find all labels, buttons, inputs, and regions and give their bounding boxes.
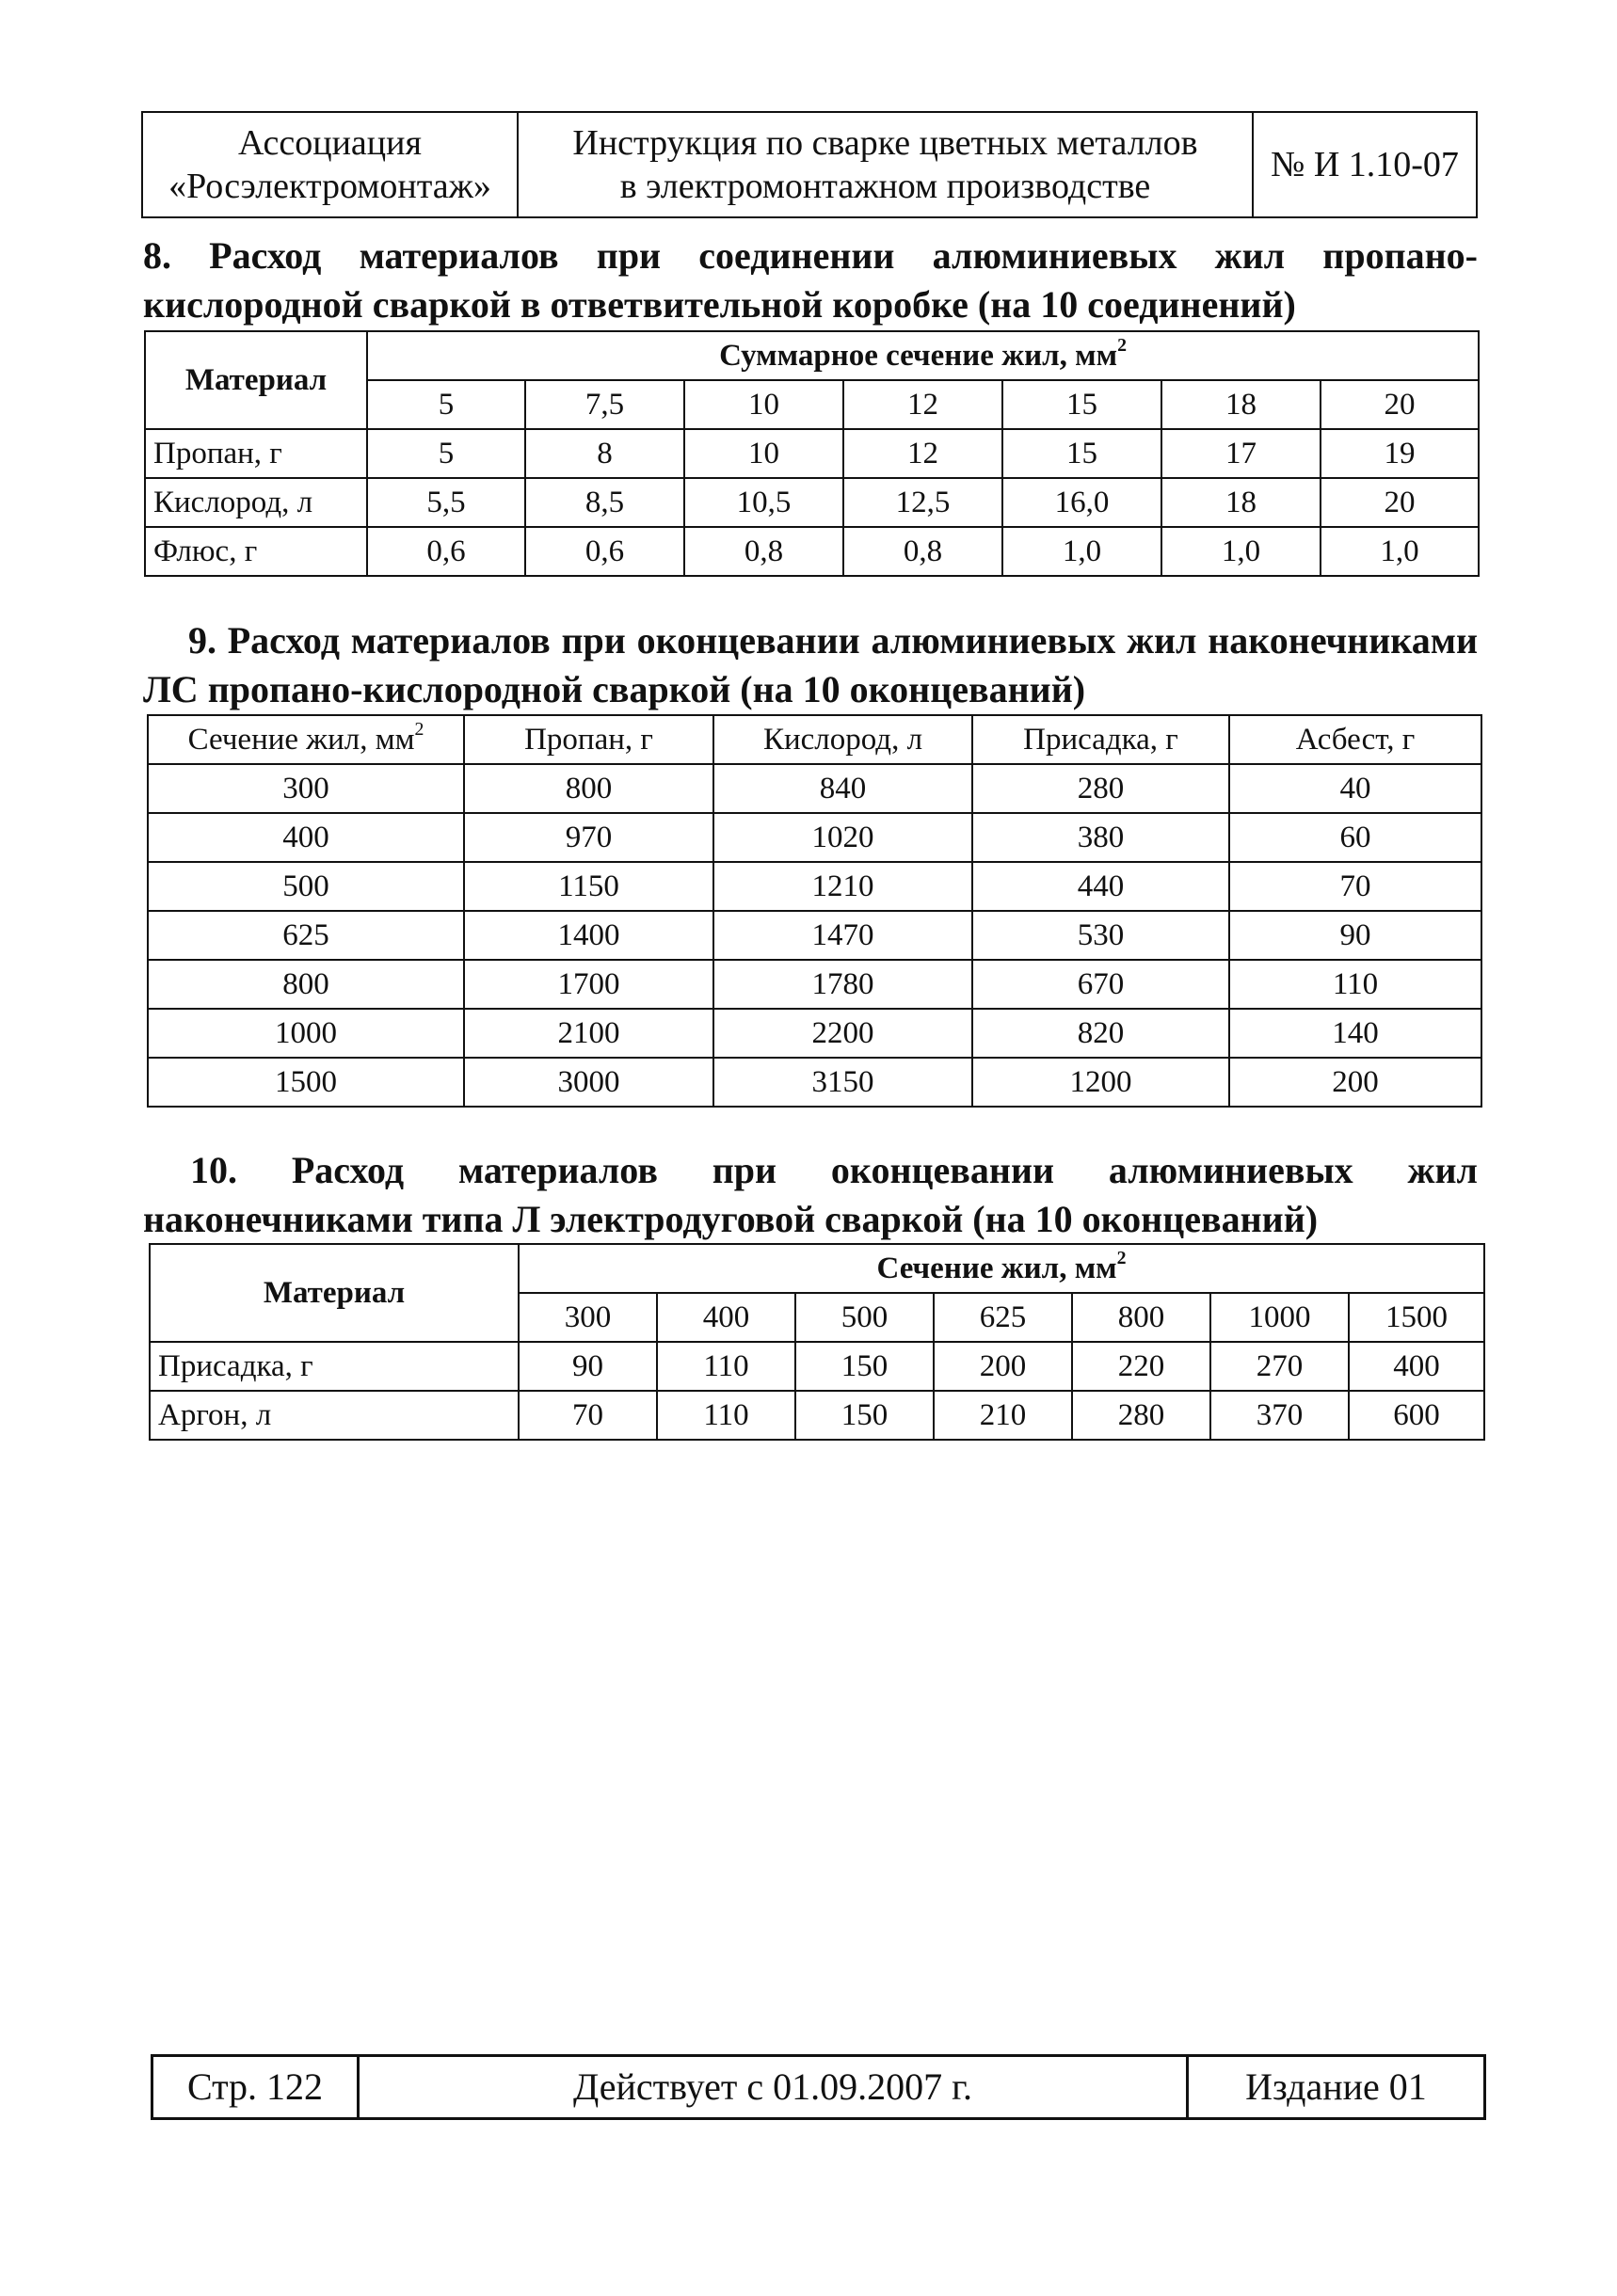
document-title-cell <box>518 112 1253 217</box>
section-header-cell: 1500 <box>1349 1293 1484 1342</box>
table-header-row <box>145 331 1479 380</box>
table-header-row <box>150 1244 1484 1293</box>
table-cell: 0,8 <box>843 527 1002 576</box>
unit-superscript: 2 <box>1116 1247 1127 1268</box>
column-group-header <box>519 1244 1484 1293</box>
section-header-cell: 500 <box>795 1293 934 1342</box>
section-header-cell: 300 <box>519 1293 657 1342</box>
table-cell: 5,5 <box>367 478 525 527</box>
table-cell: 110 <box>657 1342 795 1391</box>
table-cell: 17 <box>1161 429 1321 478</box>
table-cell: 90 <box>1229 911 1481 960</box>
column-header-section <box>148 715 464 764</box>
table-cell: 70 <box>519 1391 657 1440</box>
document-number: № И 1.10-07 <box>1253 112 1477 217</box>
unit-superscript: 2 <box>1117 334 1127 356</box>
table-cell: 210 <box>934 1391 1072 1440</box>
table-cell: 18 <box>1161 478 1321 527</box>
document-title-line1: Инструкция по сварке цветных металлов <box>572 123 1198 163</box>
table-row <box>145 429 1479 478</box>
table-cell: 110 <box>657 1391 795 1440</box>
column-group-header <box>367 331 1479 380</box>
column-group-header-text: Сечение жил, мм <box>876 1251 1117 1285</box>
table-cell: 3000 <box>464 1058 713 1107</box>
table-row <box>148 911 1481 960</box>
table-cell: 12 <box>843 429 1002 478</box>
table-cell: 200 <box>1229 1058 1481 1107</box>
table-cell: 500 <box>148 862 464 911</box>
organization-cell <box>142 112 518 217</box>
table-cell: 20 <box>1321 478 1479 527</box>
section-8-table <box>144 330 1480 577</box>
table-cell: 1200 <box>972 1058 1229 1107</box>
edition: Издание 01 <box>1188 2056 1485 2119</box>
section-header-cell: 10 <box>684 380 843 429</box>
table-cell: 800 <box>464 764 713 813</box>
table-cell: 10,5 <box>684 478 843 527</box>
table-cell: 8 <box>525 429 684 478</box>
table-cell: 1470 <box>713 911 972 960</box>
section-header-cell: 625 <box>934 1293 1072 1342</box>
table-cell: 200 <box>934 1342 1072 1391</box>
table-cell: 1,0 <box>1161 527 1321 576</box>
table-cell: 1,0 <box>1002 527 1161 576</box>
table-cell: 400 <box>1349 1342 1484 1391</box>
table-row <box>148 764 1481 813</box>
row-label: Кислород, л <box>145 478 367 527</box>
table-cell: 2100 <box>464 1009 713 1058</box>
section-header-cell: 18 <box>1161 380 1321 429</box>
section-8-title: 8. Расход материалов при соединении алюминиевых жил пропано-кислородной сваркой в ответвительной коробке (на 10 соединений) <box>143 234 1478 326</box>
table-row <box>145 478 1479 527</box>
table-cell: 530 <box>972 911 1229 960</box>
table-cell: 220 <box>1072 1342 1210 1391</box>
column-header-filler: Присадка, г <box>972 715 1229 764</box>
table-cell: 1000 <box>148 1009 464 1058</box>
table-cell: 0,6 <box>367 527 525 576</box>
table-cell: 670 <box>972 960 1229 1009</box>
row-label: Флюс, г <box>145 527 367 576</box>
row-label: Пропан, г <box>145 429 367 478</box>
table-cell: 1,0 <box>1321 527 1479 576</box>
unit-superscript: 2 <box>414 718 424 740</box>
table-cell: 800 <box>148 960 464 1009</box>
document-header <box>141 111 1478 218</box>
table-cell: 40 <box>1229 764 1481 813</box>
table-row <box>148 960 1481 1009</box>
table-cell: 12,5 <box>843 478 1002 527</box>
table-cell: 70 <box>1229 862 1481 911</box>
table-cell: 970 <box>464 813 713 862</box>
table-cell: 1150 <box>464 862 713 911</box>
table-cell: 370 <box>1210 1391 1349 1440</box>
table-cell: 0,8 <box>684 527 843 576</box>
section-header-cell: 5 <box>367 380 525 429</box>
table-cell: 15 <box>1002 429 1161 478</box>
table-row <box>145 527 1479 576</box>
page-number: Стр. 122 <box>152 2056 359 2119</box>
table-cell: 820 <box>972 1009 1229 1058</box>
section-9-table <box>147 714 1482 1108</box>
table-cell: 0,6 <box>525 527 684 576</box>
section-header-cell: 7,5 <box>525 380 684 429</box>
row-label: Аргон, л <box>150 1391 519 1440</box>
column-header-oxygen: Кислород, л <box>713 715 972 764</box>
column-header-section-text: Сечение жил, мм <box>187 722 415 757</box>
section-9-title: 9. Расход материалов при оконцевании алюминиевых жил наконечниками ЛС пропано-кислородной сваркой (на 10 оконцеваний) <box>143 619 1478 710</box>
section-header-cell: 20 <box>1321 380 1479 429</box>
table-cell: 16,0 <box>1002 478 1161 527</box>
table-cell: 1400 <box>464 911 713 960</box>
table-cell: 150 <box>795 1342 934 1391</box>
effective-date: Действует с 01.09.2007 г. <box>359 2056 1188 2119</box>
document-footer <box>151 2054 1486 2120</box>
table-cell: 2200 <box>713 1009 972 1058</box>
table-cell: 840 <box>713 764 972 813</box>
table-cell: 19 <box>1321 429 1479 478</box>
table-cell: 440 <box>972 862 1229 911</box>
table-cell: 280 <box>1072 1391 1210 1440</box>
table-row <box>148 862 1481 911</box>
column-header-asbestos: Асбест, г <box>1229 715 1481 764</box>
table-cell: 110 <box>1229 960 1481 1009</box>
table-row <box>148 1058 1481 1107</box>
column-group-header-text: Суммарное сечение жил, мм <box>719 338 1118 373</box>
table-cell: 5 <box>367 429 525 478</box>
section-header-cell: 800 <box>1072 1293 1210 1342</box>
table-cell: 1500 <box>148 1058 464 1107</box>
section-header-cell: 400 <box>657 1293 795 1342</box>
section-10-table <box>149 1243 1485 1441</box>
table-cell: 270 <box>1210 1342 1349 1391</box>
table-cell: 280 <box>972 764 1229 813</box>
table-cell: 1780 <box>713 960 972 1009</box>
table-cell: 3150 <box>713 1058 972 1107</box>
table-cell: 90 <box>519 1342 657 1391</box>
column-header-propane: Пропан, г <box>464 715 713 764</box>
column-header-material: Материал <box>145 331 367 429</box>
table-cell: 60 <box>1229 813 1481 862</box>
table-row <box>148 813 1481 862</box>
section-header-cell: 12 <box>843 380 1002 429</box>
section-header-cell: 15 <box>1002 380 1161 429</box>
section-header-cell: 1000 <box>1210 1293 1349 1342</box>
table-cell: 1700 <box>464 960 713 1009</box>
table-cell: 380 <box>972 813 1229 862</box>
table-cell: 400 <box>148 813 464 862</box>
document-title-line2: в электромонтажном производстве <box>619 167 1151 206</box>
section-10-title: 10. Расход материалов при оконцевании алюминиевых жил наконечниками типа Л электродуговой сваркой (на 10 оконцеваний) <box>143 1149 1478 1240</box>
table-cell: 600 <box>1349 1391 1484 1440</box>
table-row <box>148 1009 1481 1058</box>
row-label: Присадка, г <box>150 1342 519 1391</box>
table-cell: 625 <box>148 911 464 960</box>
table-cell: 1020 <box>713 813 972 862</box>
column-header-material: Материал <box>150 1244 519 1342</box>
table-cell: 300 <box>148 764 464 813</box>
table-cell: 8,5 <box>525 478 684 527</box>
table-cell: 140 <box>1229 1009 1481 1058</box>
table-cell: 1210 <box>713 862 972 911</box>
organization-name-line2: «Росэлектромонтаж» <box>168 167 491 206</box>
table-row <box>150 1342 1484 1391</box>
table-header-row <box>148 715 1481 764</box>
organization-name-line1: Ассоциация <box>238 123 422 163</box>
table-cell: 10 <box>684 429 843 478</box>
table-cell: 150 <box>795 1391 934 1440</box>
table-row <box>150 1391 1484 1440</box>
